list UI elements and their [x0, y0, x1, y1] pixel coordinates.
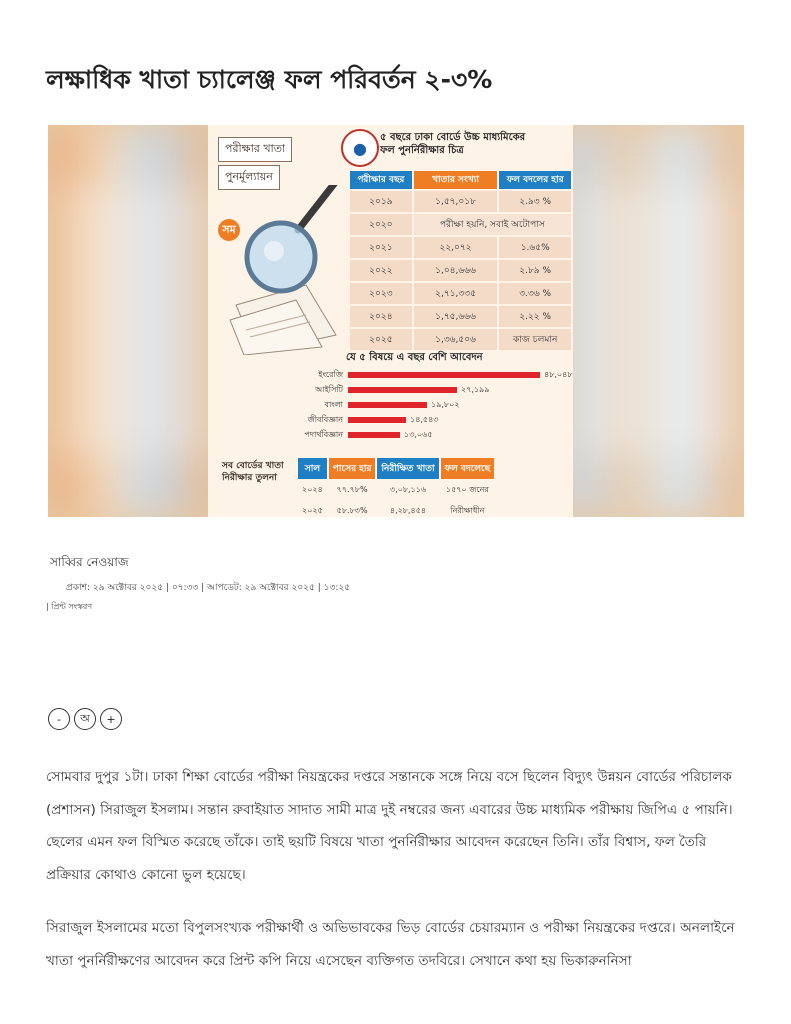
bar-row	[268, 370, 573, 380]
font-size-controls	[48, 708, 122, 730]
table-cell-year: ২০২৪	[350, 306, 412, 327]
table-cell-year: ২০২০	[350, 214, 412, 235]
newspaper-logo-icon: সম	[218, 219, 240, 241]
table-cell-rate: ৩.৩৬ %	[499, 283, 571, 304]
hero-image	[48, 125, 744, 517]
table-row	[350, 329, 571, 350]
compare-cell-year: ২০২৪	[302, 485, 323, 494]
article-headline: লক্ষাধিক খাতা চ্যালেঞ্জ ফল পরিবর্তন ২-৩%	[46, 65, 493, 94]
bar-row	[268, 385, 568, 395]
font-increase-button[interactable]: +	[100, 708, 122, 730]
infographic-label-2: পুনর্মূল্যায়ন	[218, 165, 280, 190]
compare-cell-changed: ১৫৭০ জনের	[445, 485, 489, 494]
bar-label: বাংলা	[324, 400, 343, 409]
hero-blur-left	[48, 125, 218, 517]
compare-header-pass: পাসের হার	[329, 458, 376, 479]
compare-cell-checked: ৪,২৮,৪৫৪	[389, 506, 427, 515]
infographic-title-line1: ৫ বছরে ঢাকা বোর্ডে উচ্চ মাধ্যমিকের	[380, 132, 526, 143]
table-row	[350, 214, 571, 235]
bar-value: ১৩,০৬৫	[404, 430, 433, 439]
table-row	[298, 481, 494, 500]
table-cell-scripts: ১,৭৫,৬৬৬	[414, 306, 498, 327]
infographic	[208, 125, 573, 517]
bar-fill	[348, 387, 457, 393]
bar-label: আইসিটি	[315, 385, 343, 394]
recheck-table	[348, 169, 573, 352]
bar-row	[268, 415, 568, 425]
bar-row	[268, 430, 568, 440]
bar-label: জীববিজ্ঞান	[307, 415, 343, 424]
hero-blur-right	[564, 125, 744, 517]
table-cell-scripts: ২২,০৭২	[414, 237, 498, 258]
infographic-title-line2: ফল পুনর্নিরীক্ষার চিত্র	[380, 145, 464, 156]
compare-cell-pass: ৭৭.৭৮%	[336, 485, 368, 494]
compare-header-changed: ফল বদলেছে	[441, 458, 495, 479]
table-header-year: পরীক্ষার বছর	[350, 171, 412, 189]
compare-cell-pass: ৫৮.৮৩%	[336, 506, 368, 515]
compare-header-checked: নিরীক্ষিত খাতা	[377, 458, 438, 479]
bar-value: ৪৮,০৪৮	[544, 370, 573, 379]
table-cell-scripts: ২,৭১,৩৩৫	[414, 283, 498, 304]
publish-dates: প্রকাশ: ২৯ অক্টোবর ২০২৫ | ০৭:৩৩ | আপডেট: ২৯ অক্টোবর ২০২৫ | ১৩:২৫	[66, 583, 351, 593]
table-cell-rate: ২.২২ %	[499, 306, 571, 327]
table-cell-year: ২০২৩	[350, 283, 412, 304]
table-cell-rate: ২.৮৯ %	[499, 260, 571, 281]
magnifier-icon	[226, 185, 346, 355]
bar-fill	[348, 432, 400, 438]
table-header-scripts: খাতার সংখ্যা	[414, 171, 498, 189]
table-cell-rate: কাজ চলমান	[499, 329, 571, 350]
table-row	[350, 260, 571, 281]
board-seal-icon: ●	[341, 129, 379, 167]
table-row	[350, 306, 571, 327]
font-reset-button[interactable]: অ	[74, 708, 96, 730]
table-header-rate: ফল বদলের হার	[499, 171, 571, 189]
compare-cell-changed: নিরীক্ষাধীন	[450, 506, 485, 515]
table-cell-note: পরীক্ষা হয়নি, সবাই অটোপাস	[414, 214, 571, 235]
table-cell-scripts: ১,৩৬,৫০৬	[414, 329, 498, 350]
table-cell-year: ২০২৫	[350, 329, 412, 350]
table-row	[350, 283, 571, 304]
compare-header-year: সাল	[298, 458, 327, 479]
compare-cell-checked: ৩,০৮,১১৬	[389, 485, 427, 494]
author-name[interactable]: সাব্বির নেওয়াজ	[50, 555, 129, 569]
bar-value: ১৯,৮০২	[431, 400, 460, 409]
bars-title: যে ৫ বিষয়ে এ বছর বেশি আবেদন	[346, 352, 483, 363]
bar-value: ১৪,৫৪৩	[410, 415, 439, 424]
article-paragraph: সোমবার দুপুর ১টা। ঢাকা শিক্ষা বোর্ডের পরীক্ষা নিয়ন্ত্রকের দপ্তরে সন্তানকে সঙ্গে নিয়ে বসে ছিলেন বিদ্যুৎ উন্নয়ন বোর্ডের পরিচালক (প্রশাসন) সিরাজুল ইসলাম। সন্তান রুবাইয়াত সাদাত সামী মাত্র দুই নম্বরের জন্য এবারের উচ্চ মাধ্যমিক পরীক্ষায় জিপিএ ৫ পায়নি। ছেলের এমন ফল বিস্মিত করেছে তাঁকে। তাই ছয়টি বিষয়ে খাতা পুনর্নিরীক্ষার আবেদন করেছেন তিনি। তাঁর বিশ্বাস, ফল তৈরি প্রক্রিয়ার কোথাও কোনো ভুল হয়েছে।	[46, 769, 733, 883]
bar-fill	[348, 372, 540, 378]
table-row	[350, 237, 571, 258]
compare-label: সব বোর্ডের খাতা নিরীক্ষার তুলনা	[222, 461, 284, 483]
bar-value: ২৭,১৯৯	[461, 385, 490, 394]
infographic-label-1: পরীক্ষার খাতা	[218, 137, 292, 162]
bar-label: পদার্থবিজ্ঞান	[304, 430, 343, 439]
bar-fill	[348, 402, 427, 408]
table-cell-year: ২০২১	[350, 237, 412, 258]
print-edition-label: | প্রিন্ট সংস্করণ	[46, 602, 93, 611]
infographic-title	[380, 131, 565, 157]
compare-table	[296, 456, 496, 517]
bar-fill	[348, 417, 406, 423]
table-row	[350, 191, 571, 212]
table-cell-scripts: ১,৫৭,০১৮	[414, 191, 498, 212]
font-decrease-button[interactable]: -	[48, 708, 70, 730]
table-cell-year: ২০২২	[350, 260, 412, 281]
table-cell-year: ২০১৯	[350, 191, 412, 212]
article-paragraph: সিরাজুল ইসলামের মতো বিপুলসংখ্যক পরীক্ষার্থী ও অভিভাবকের ভিড় বোর্ডের চেয়ারম্যান ও পরীক্ষা নিয়ন্ত্রকের দপ্তরে। অনলাইনে খাতা পুনর্নিরীক্ষণের আবেদন করে প্রিন্ট কপি নিয়ে এসেছেন ব্যক্তিগত তদবিরে। সেখানে কথা হয় ভিকারুননিসা	[46, 920, 735, 969]
table-cell-scripts: ১,০৪,৬৬৬	[414, 260, 498, 281]
table-cell-rate: ১.৬৫%	[499, 237, 571, 258]
table-row	[298, 502, 494, 517]
bar-label: ইংরেজি	[318, 370, 343, 379]
bar-row	[268, 400, 568, 410]
compare-cell-year: ২০২৫	[302, 506, 323, 515]
table-cell-rate: ২.৯৩ %	[499, 191, 571, 212]
